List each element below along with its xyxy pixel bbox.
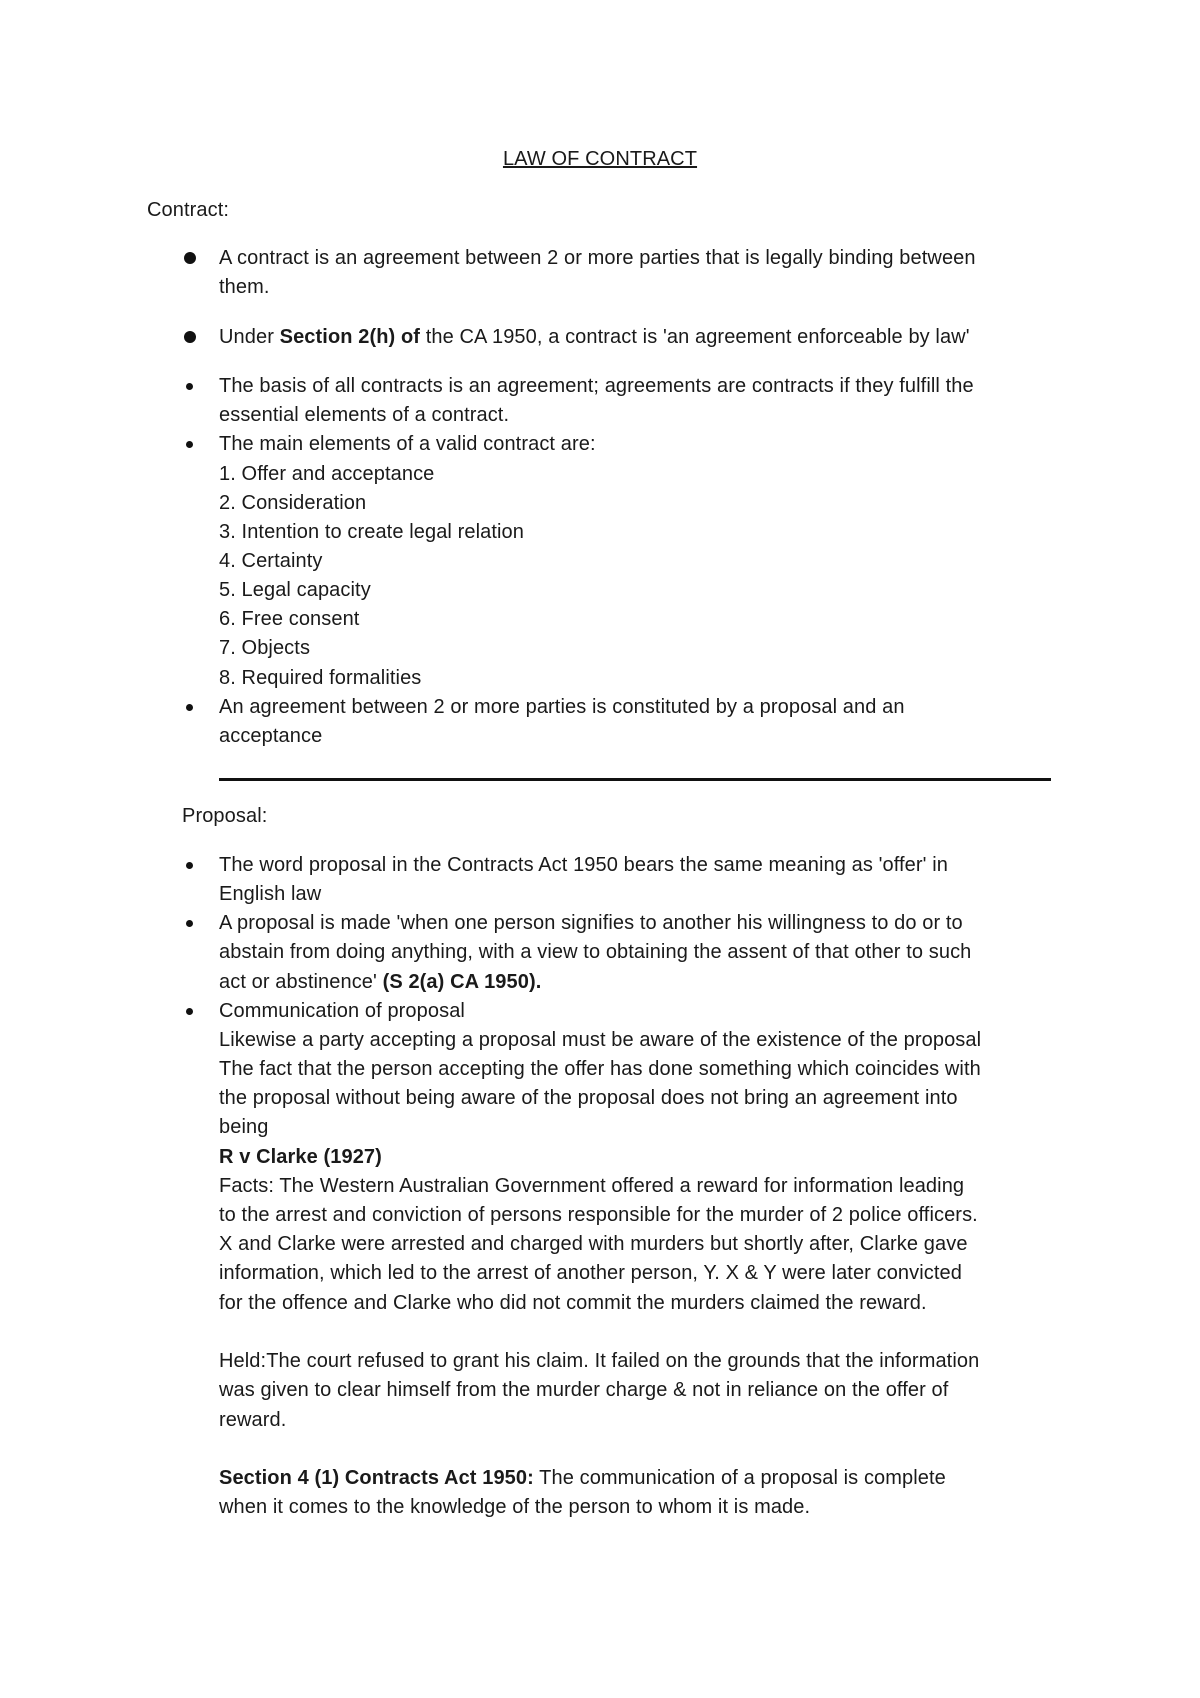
contract-heading: Contract: [147,199,230,221]
contract-bullet-3-line-1: The basis of all contracts is an agreement; agreements are contracts if they fulfill the [219,375,974,397]
proposal-bullet-3-line-5: being [219,1116,269,1138]
contract-bullet-1-line-2: them. [219,276,270,298]
proposal-bullet-2-line-3: act or abstinence' (S 2(a) CA 1950). [219,971,542,993]
bullet-icon [184,331,196,343]
document-title: LAW OF CONTRACT [502,148,698,170]
element-item: 3. Intention to create legal relation [219,521,525,543]
bullet-icon [186,441,193,448]
facts-line-1: Facts: The Western Australian Government offered a reward for information leading [219,1175,965,1197]
contract-bullet-5-line-2: acceptance [219,725,323,747]
section-4-line-2: when it comes to the knowledge of the person to whom it is made. [219,1496,811,1518]
bullet-icon [186,920,193,927]
facts-line-5: for the offence and Clarke who did not commit the murders claimed the reward. [219,1292,927,1314]
proposal-bullet-1-line-2: English law [219,883,322,905]
proposal-bullet-3-line-4: the proposal without being aware of the proposal does not bring an agreement into [219,1087,958,1109]
proposal-bullet-3-line-2: Likewise a party accepting a proposal must be aware of the existence of the proposal [219,1029,982,1051]
facts-line-4: information, which led to the arrest of another person, Y. X & Y were later convicted [219,1262,962,1284]
element-item: 7. Objects [219,637,311,659]
case-name: R v Clarke (1927) [219,1146,382,1168]
held-line-1: Held:The court refused to grant his claim. It failed on the grounds that the information [219,1350,980,1372]
section-4-line-1: Section 4 (1) Contracts Act 1950: The communication of a proposal is complete [219,1467,946,1489]
element-item: 1. Offer and acceptance [219,463,435,485]
contract-bullet-1-line-1: A contract is an agreement between 2 or more parties that is legally binding between [219,247,976,269]
contract-bullet-3-line-2: essential elements of a contract. [219,404,510,426]
held-line-2: was given to clear himself from the murder charge & not in reliance on the offer of [219,1379,949,1401]
proposal-heading: Proposal: [182,805,268,827]
facts-line-2: to the arrest and conviction of persons responsible for the murder of 2 police officers. [219,1204,978,1226]
held-line-3: reward. [219,1409,287,1431]
proposal-bullet-2-line-2: abstain from doing anything, with a view to obtaining the assent of that other to such [219,941,972,963]
element-item: 5. Legal capacity [219,579,371,601]
bullet-icon [186,704,193,711]
element-item: 6. Free consent [219,608,360,630]
contract-bullet-2: Under Section 2(h) of the CA 1950, a contract is 'an agreement enforceable by law' [219,326,970,348]
proposal-bullet-1-line-1: The word proposal in the Contracts Act 1950 bears the same meaning as 'offer' in [219,854,949,876]
proposal-bullet-3-line-3: The fact that the person accepting the offer has done something which coincides with [219,1058,981,1080]
element-item: 8. Required formalities [219,667,422,689]
proposal-bullet-3-line-1: Communication of proposal [219,1000,465,1022]
element-item: 2. Consideration [219,492,367,514]
contract-bullet-5-line-1: An agreement between 2 or more parties is constituted by a proposal and an [219,696,905,718]
element-item: 4. Certainty [219,550,323,572]
bullet-icon [186,383,193,390]
proposal-bullet-2-line-1: A proposal is made 'when one person signifies to another his willingness to do or to [219,912,963,934]
section-divider [219,778,1051,781]
bullet-icon [184,252,196,264]
bullet-icon [186,1008,193,1015]
bullet-icon [186,862,193,869]
facts-line-3: X and Clarke were arrested and charged with murders but shortly after, Clarke gave [219,1233,968,1255]
contract-bullet-4: The main elements of a valid contract are: [219,433,596,455]
